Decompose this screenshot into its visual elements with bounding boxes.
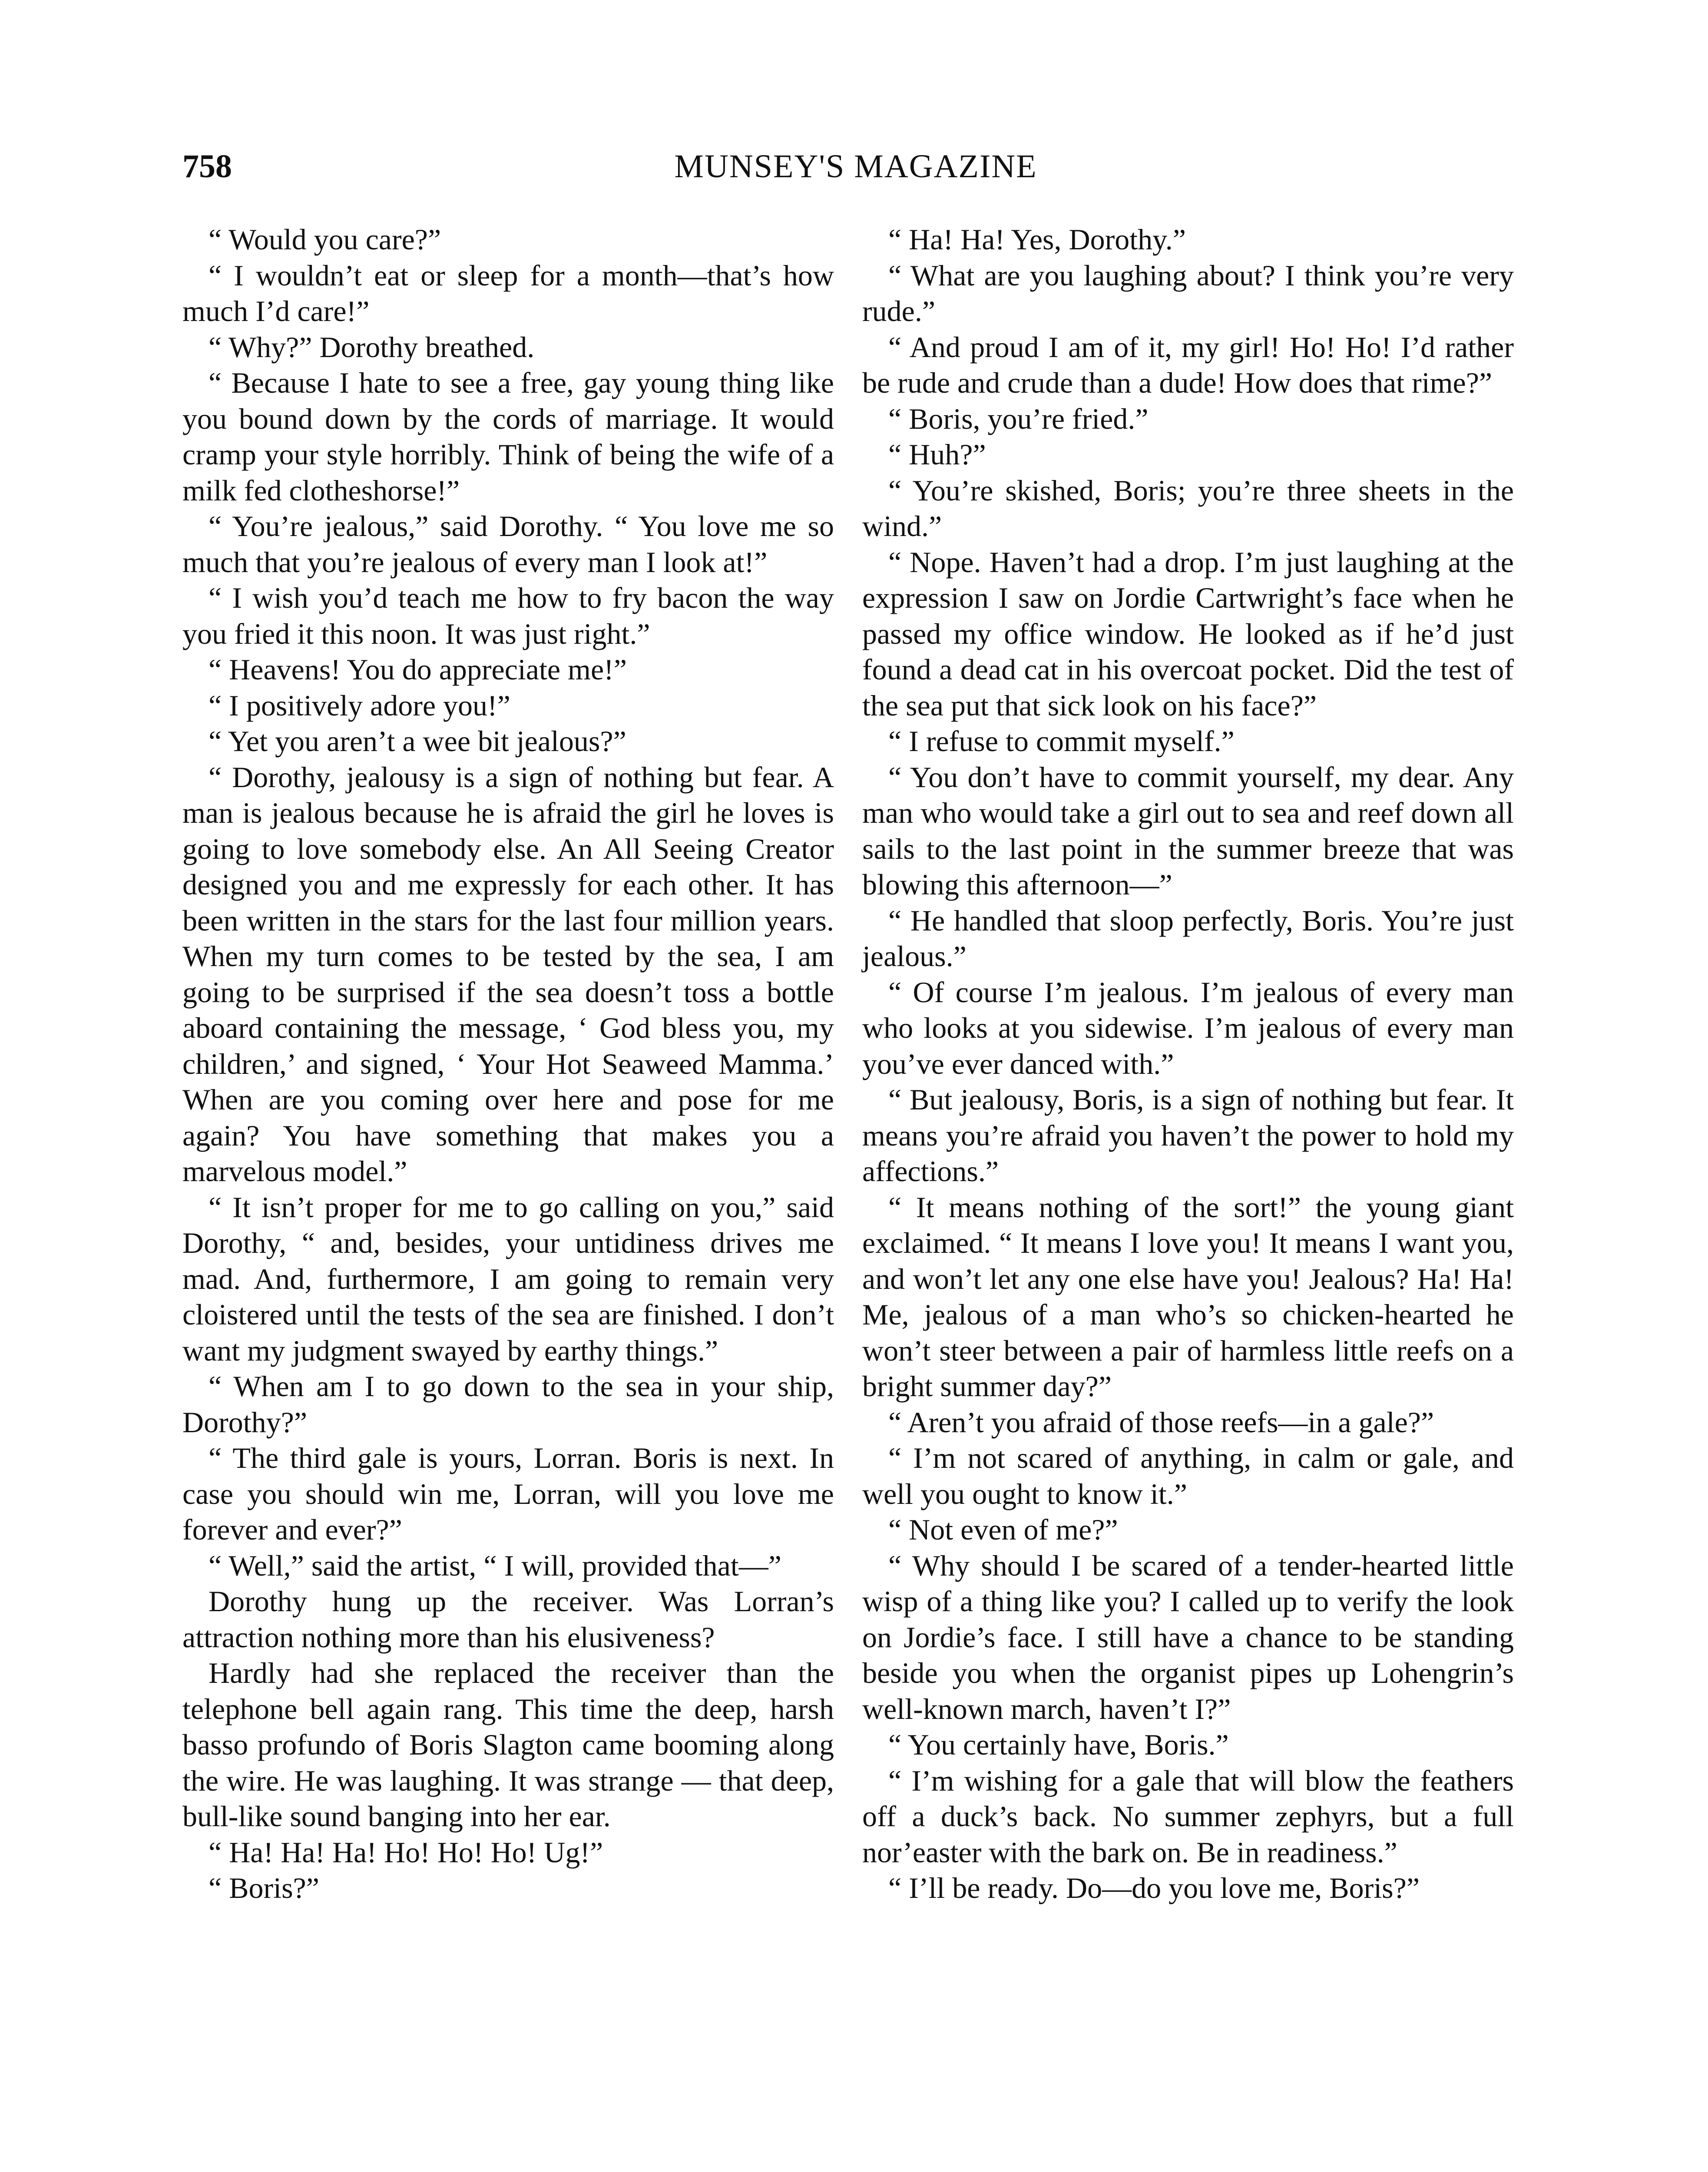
left-column <box>182 222 834 1906</box>
paragraph: “ I refuse to commit myself.” <box>888 725 1235 758</box>
paragraph: “ Of course I’m jealous. I’m jealous of every man who looks at you sidewise. I’m jealous of every man you’ve ever danced with.” <box>862 975 1514 1080</box>
paragraph: “ Ha! Ha! Ha! Ho! Ho! Ho! Ug!” <box>209 1835 603 1869</box>
page-header <box>182 148 1529 200</box>
paragraph: “ It means nothing of the sort!” the young giant exclaimed. “ It means I love you! It means I want you, and won’t let any one else have you! Jealous? Ha! Ha! Me, jealous of a man who’s so chicken-hearted he won’t steer between a pair of harmless little reefs on a bright summer day?” <box>862 1190 1514 1403</box>
paragraph: “ I’ll be ready. Do—do you love me, Boris?” <box>888 1871 1420 1904</box>
paragraph: “ He handled that sloop perfectly, Boris. You’re just jealous.” <box>862 904 1514 973</box>
paragraph: “ Heavens! You do appreciate me!” <box>209 653 627 686</box>
paragraph: “ Because I hate to see a free, gay young thing like you bound down by the cords of marriage. It would cramp your style horribly. Think of being the wife of a milk fed clotheshorse!” <box>182 366 834 507</box>
page-number: 758 <box>182 148 232 185</box>
running-title: MUNSEY'S MAGAZINE <box>674 148 1037 185</box>
paragraph: Hardly had she replaced the receiver than the telephone bell again rang. This time the deep, harsh basso profundo of Boris Slagton came booming along the wire. He was laughing. It was strange — that deep, bull-like sound banging into her ear. <box>182 1656 834 1833</box>
right-column <box>862 222 1514 1906</box>
paragraph: “ I positively adore you!” <box>209 689 510 722</box>
paragraph: “ The third gale is yours, Lorran. Boris is next. In case you should win me, Lorran, will you love me forever and ever?” <box>182 1441 834 1546</box>
paragraph: “ I’m wishing for a gale that will blow the feathers off a duck’s back. No summer zephyrs, but a full nor’easter with the bark on. Be in readiness.” <box>862 1764 1514 1869</box>
paragraph: “ Boris?” <box>209 1871 319 1904</box>
paragraph: “ Nope. Haven’t had a drop. I’m just laughing at the expression I saw on Jordie Cartwright’s face when he passed my office window. He looked as if he’d just found a dead cat in his overcoat pocket. Did the test of the sea put that sick look on his face?” <box>862 545 1514 722</box>
paragraph: “ You’re skished, Boris; you’re three sheets in the wind.” <box>862 473 1514 543</box>
paragraph: “ What are you laughing about? I think you’re very rude.” <box>862 258 1514 328</box>
paragraph: “ You don’t have to commit yourself, my dear. Any man who would take a girl out to sea and reef down all sails to the last point in the summer breeze that was blowing this afternoon—” <box>862 760 1514 901</box>
paragraph: “ Why?” Dorothy breathed. <box>209 330 535 364</box>
paragraph: “ You’re jealous,” said Dorothy. “ You love me so much that you’re jealous of every man I look at!” <box>182 510 834 579</box>
paragraph: “ You certainly have, Boris.” <box>888 1728 1229 1761</box>
paragraph: “ Why should I be scared of a tender-hearted little wisp of a thing like you? I called up to verify the look on Jordie’s face. I still have a chance to be standing beside you when the organist pipes up Lohengrin’s well-known march, haven’t I?” <box>862 1549 1514 1725</box>
paragraph: “ Yet you aren’t a wee bit jealous?” <box>209 725 626 758</box>
paragraph: Dorothy hung up the receiver. Was Lorran’s attraction nothing more than his elusiveness? <box>182 1585 834 1654</box>
paragraph: “ It isn’t proper for me to go calling on you,” said Dorothy, “ and, besides, your untidiness drives me mad. And, furthermore, I am going to remain very cloistered until the tests of the sea are finished. I don’t want my judgment swayed by earthy things.” <box>182 1190 834 1367</box>
paragraph: “ Huh?” <box>888 438 986 471</box>
paragraph: “ Aren’t you afraid of those reefs—in a gale?” <box>888 1405 1434 1439</box>
paragraph: “ I’m not scared of anything, in calm or gale, and well you ought to know it.” <box>862 1441 1514 1510</box>
paragraph: “ Not even of me?” <box>888 1513 1118 1546</box>
paragraph: “ Would you care?” <box>209 223 441 256</box>
paragraph: “ Dorothy, jealousy is a sign of nothing but fear. A man is jealous because he is afraid the girl he loves is going to love somebody else. An All Seeing Creator designed you and me expressly for each other. It has been written in the stars for the last four million years. When my turn comes to be tested by the sea, I am going to be surprised if the sea doesn’t toss a bottle aboard containing the message, ‘ God bless you, my children,’ and signed, ‘ Your Hot Seaweed Mamma.’ When are you coming over here and pose for me again? You have something that makes you a marvelous model.” <box>182 760 834 1188</box>
paragraph: “ I wouldn’t eat or sleep for a month—that’s how much I’d care!” <box>182 258 834 328</box>
paragraph: “ But jealousy, Boris, is a sign of nothing but fear. It means you’re afraid you haven’t the power to hold my affections.” <box>862 1083 1514 1188</box>
paragraph: “ Ha! Ha! Yes, Dorothy.” <box>888 223 1186 256</box>
paragraph: “ Well,” said the artist, “ I will, provided that—” <box>209 1549 781 1582</box>
paragraph: “ And proud I am of it, my girl! Ho! Ho! I’d rather be rude and crude than a dude! How does that rime?” <box>862 330 1514 399</box>
paragraph: “ I wish you’d teach me how to fry bacon the way you fried it this noon. It was just right.” <box>182 581 834 650</box>
paragraph: “ Boris, you’re fried.” <box>888 402 1149 435</box>
paragraph: “ When am I to go down to the sea in your ship, Dorothy?” <box>182 1370 834 1439</box>
